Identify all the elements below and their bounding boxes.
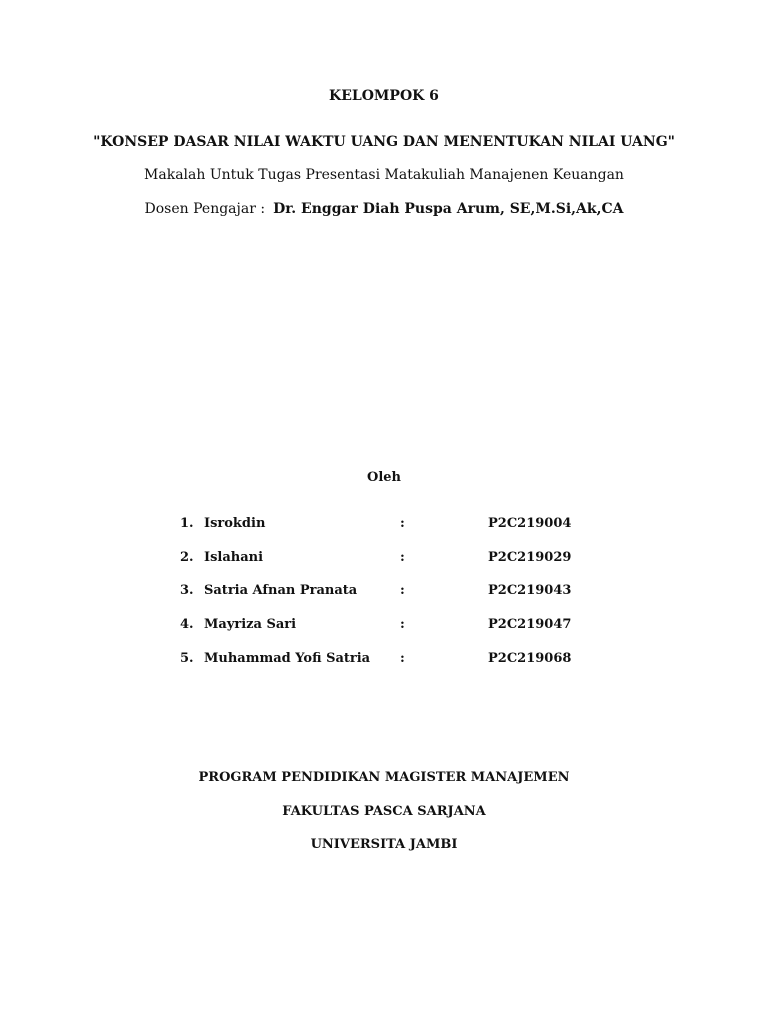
member-separator: : [400, 550, 405, 565]
member-number: 2. [180, 550, 194, 565]
faculty-name: FAKULTAS PASCA SARJANA [282, 804, 486, 819]
member-separator: : [400, 516, 405, 531]
member-name: Isrokdin [204, 516, 266, 531]
lecturer-label: Dosen Pengajar : [144, 201, 266, 217]
member-nim: P2C219043 [488, 583, 572, 598]
member-separator: : [400, 617, 405, 632]
member-row [0, 651, 768, 669]
member-nim: P2C219029 [488, 550, 572, 565]
program-name: PROGRAM PENDIDIKAN MAGISTER MANAJEMEN [198, 770, 570, 785]
member-nim: P2C219047 [488, 617, 572, 632]
member-name: Mayriza Sari [204, 617, 297, 632]
by-label: Oleh [367, 470, 401, 485]
member-name: Muhammad Yofi Satria [204, 651, 371, 666]
university-name: UNIVERSITA JAMBI [310, 837, 458, 852]
member-number: 1. [180, 516, 194, 531]
member-row [0, 550, 768, 568]
member-number: 4. [180, 617, 194, 632]
paper-title: "KONSEP DASAR NILAI WAKTU UANG DAN MENENTUKAN NILAI UANG" [93, 134, 675, 150]
lecturer-name: Dr. Enggar Diah Puspa Arum, SE,M.Si,Ak,CA [273, 201, 624, 217]
member-number: 3. [180, 583, 194, 598]
member-nim: P2C219068 [488, 651, 572, 666]
member-row [0, 583, 768, 601]
member-row [0, 516, 768, 534]
member-separator: : [400, 651, 405, 666]
member-number: 5. [180, 651, 194, 666]
paper-subtitle: Makalah Untuk Tugas Presentasi Matakuliah Manajenen Keuangan [144, 167, 624, 183]
group-heading: KELOMPOK 6 [329, 88, 439, 104]
member-name: Satria Afnan Pranata [204, 583, 358, 598]
lecturer-line [0, 201, 768, 217]
member-separator: : [400, 583, 405, 598]
member-name: Islahani [204, 550, 264, 565]
member-row [0, 617, 768, 635]
member-nim: P2C219004 [488, 516, 572, 531]
